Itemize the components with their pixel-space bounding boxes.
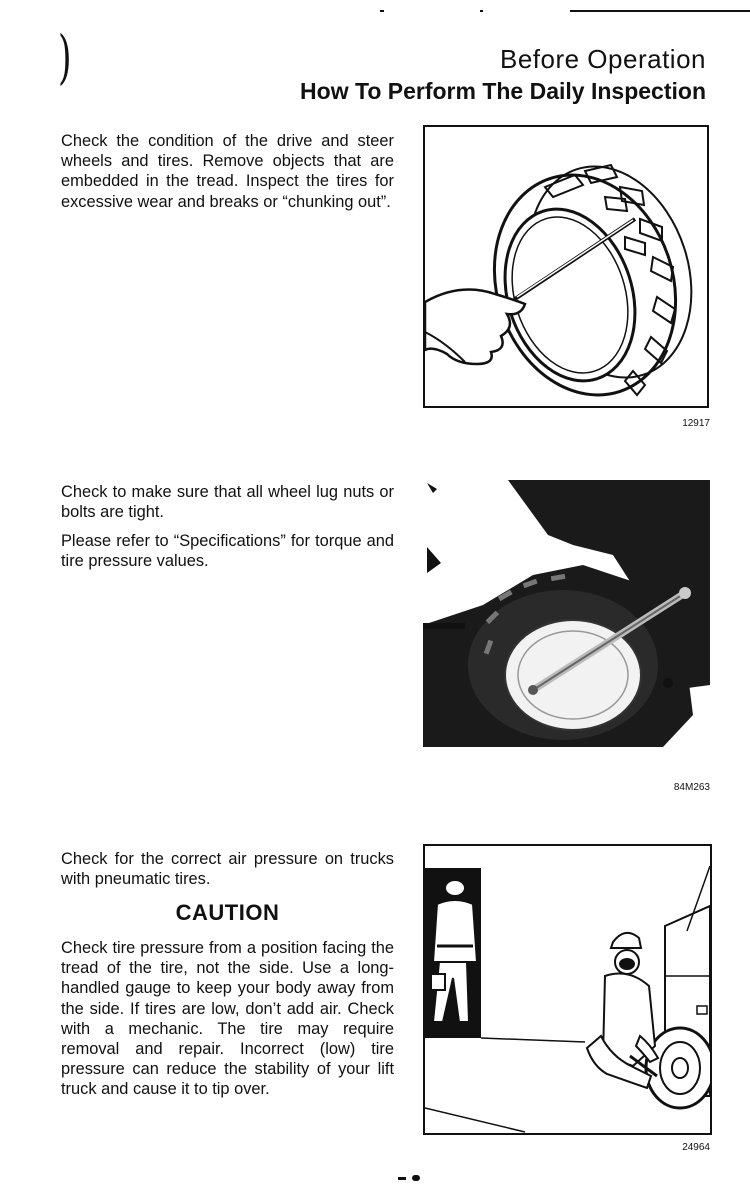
figure-number-1: 12917 xyxy=(682,418,710,429)
tire-pressure-check-icon xyxy=(425,846,710,1133)
section-title: Before Operation xyxy=(499,44,706,74)
tire-pressure-figure xyxy=(423,844,712,1135)
lug-nut-photo xyxy=(423,475,710,747)
specifications-paragraph: Please refer to “Specifications” for torque and tire pressure values. xyxy=(61,532,394,571)
lug-nut-wrench-icon xyxy=(423,475,710,747)
page-number-fragment xyxy=(398,1170,428,1186)
lug-nut-paragraph: Check to make sure that all wheel lug nuts or bolts are tight. xyxy=(61,483,394,522)
tire-inspection-figure xyxy=(423,125,709,408)
figure-number-2: 84M263 xyxy=(673,782,710,793)
binding-bracket-mark: ) xyxy=(58,23,72,91)
tire-inspection-icon xyxy=(425,127,707,406)
top-scan-edge xyxy=(230,0,750,3)
figure-number-3: 24964 xyxy=(682,1142,710,1153)
page-title: How To Perform The Daily Inspection xyxy=(300,78,706,104)
caution-heading: CAUTION xyxy=(175,900,280,925)
caution-text: Check tire pressure from a position facing the tread of the tire, not the side. Use a long-handled gauge to keep your body away from the side. If tires are low, don’t add air. Check with a mechanic. The tire may require removal and repair. Incorrect (low) tire pressure can reduce the stability of your lift truck and cause it to tip over. xyxy=(61,939,394,1099)
tire-condition-paragraph: Check the condition of the drive and steer wheels and tires. Remove objects that are embedded in the tread. Inspect the tires for excessive wear and breaks or “chunking out”. xyxy=(61,132,394,211)
air-pressure-paragraph: Check for the correct air pressure on trucks with pneumatic tires. xyxy=(61,850,394,889)
